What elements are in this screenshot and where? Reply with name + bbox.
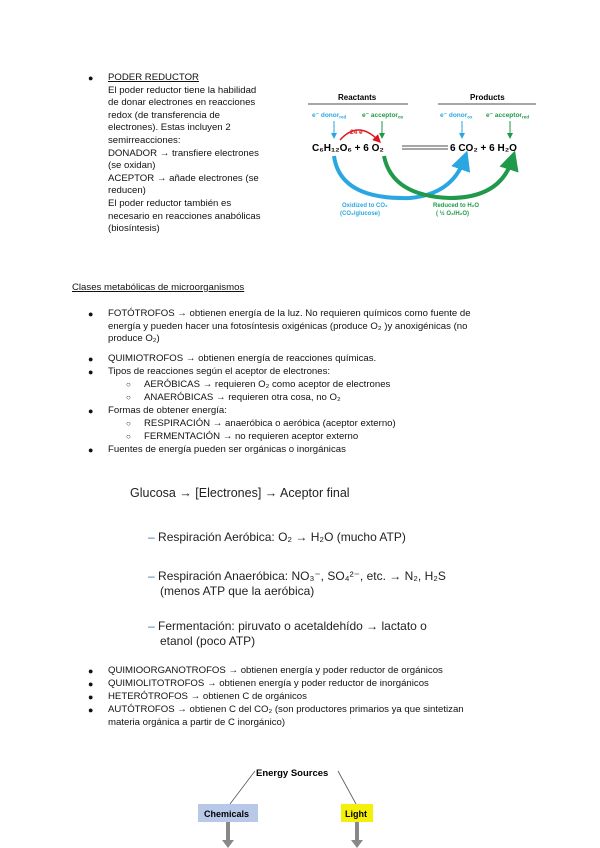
quimiolitotrofos-item: QUIMIOLITOTROFOS → obtienen energía y poder reductor de inorgánicos <box>108 678 429 689</box>
heterotrofos-item: HETERÓTROFOS → obtienen C de orgánicos <box>108 691 307 702</box>
slide-dash: – <box>148 619 155 633</box>
poder-line: El poder reductor también es <box>108 197 232 209</box>
oxidation-arrow <box>334 156 464 198</box>
reduction-arrow <box>384 156 512 198</box>
equation-left: C₆H₁₂O₆ + 6 O₂ <box>312 143 384 154</box>
poder-line: reducen) <box>108 185 146 197</box>
light-arrow-shaft <box>355 822 359 842</box>
branch-line-left <box>230 771 255 804</box>
reduced-sub-label: ( ½ O₂/H₂O) <box>436 211 469 217</box>
slide-glucosa-line: Glucosa → [Electrones] → Aceptor final <box>130 486 350 500</box>
bullet-dot: ● <box>88 309 94 319</box>
fermentacion-item: FERMENTACIÓN → no requieren aceptor externo <box>144 431 359 442</box>
oxidized-label: Oxidized to CO₂ <box>342 203 388 209</box>
poder-line: electrones). Estas incluyen 2 <box>108 122 231 134</box>
slide-dash: – <box>148 530 155 544</box>
fototrofos-line: energía y pueden hacer una fotosíntesis oxigénicas (produce O₂ )y anoxigénicas (no <box>108 320 468 332</box>
autotrofos-line: AUTÓTROFOS → obtienen C del CO₂ (son productores primarios ya que sintetizan <box>108 704 464 715</box>
fototrofos-item <box>108 308 538 346</box>
quimioorganotrofos-item: QUIMIOORGANOTROFOS → obtienen energía y poder reductor de orgánicos <box>108 665 443 676</box>
bullet-dot: ● <box>88 406 94 416</box>
poder-line: semirreacciones: <box>108 134 181 146</box>
chemicals-label: Chemicals <box>204 809 250 819</box>
reactants-label: Reactants <box>338 93 377 102</box>
aerobicas-item: AERÓBICAS → requieren O₂ como aceptor de electrones <box>144 379 391 390</box>
autotrofos-line: materia orgánica a partir de C inorgánico) <box>108 716 286 728</box>
anaerobicas-item: ANAERÓBICAS → requieren otra cosa, no O₂ <box>144 392 341 403</box>
light-label: Light <box>345 809 367 819</box>
formas-item: Formas de obtener energía: <box>108 405 227 416</box>
light-arrow-head <box>351 840 363 848</box>
slide-anaerobica-text2: (menos ATP que la aeróbica) <box>160 584 315 598</box>
poder-reductor-block <box>108 72 298 236</box>
circle-bullet: ○ <box>126 393 131 402</box>
slide-fermentacion-text2: etanol (poco ATP) <box>160 634 256 648</box>
slide-dash: – <box>148 569 155 583</box>
poder-line: necesario en reacciones anabólicas <box>108 210 261 222</box>
bullet-dot: ● <box>88 73 94 83</box>
chemicals-arrow-shaft <box>226 822 230 842</box>
bullet-dot: ● <box>88 445 94 455</box>
quimiotrofos-item: QUIMIOTROFOS → obtienen energía de reacciones químicas. <box>108 353 377 364</box>
slide-item-anaerobica <box>148 569 446 599</box>
circle-bullet: ○ <box>126 380 131 389</box>
redox-diagram <box>300 88 540 228</box>
equation-right: 6 CO₂ + 6 H₂O <box>450 143 517 154</box>
energy-sources-title: Energy Sources <box>256 768 329 779</box>
products-label: Products <box>470 93 505 102</box>
poder-line: (biosíntesis) <box>108 223 160 235</box>
circle-bullet: ○ <box>126 419 131 428</box>
slide-anaerobica-text: Respiración Anaeróbica: NO₃⁻, SO₄²⁻, etc. → N₂, H₂S <box>158 569 446 583</box>
poder-line: redox (de transferencia de <box>108 109 220 121</box>
circle-bullet: ○ <box>126 432 131 441</box>
poder-line: El poder reductor tiene la habilidad <box>108 84 257 96</box>
chemicals-arrow-head <box>222 840 234 848</box>
slide-fermentacion-text: Fermentación: piruvato o acetaldehído → lactato o <box>158 619 427 633</box>
poder-line: (se oxidan) <box>108 160 156 172</box>
bullet-dot: ● <box>88 354 94 364</box>
clases-title: Clases metabólicas de microorganismos <box>72 282 245 293</box>
poder-line: ACEPTOR → añade electrones (se <box>108 172 259 184</box>
donor-red-label: e⁻ donor$_{red}$ <box>312 112 347 120</box>
oxidized-sub-label: (CO₂/glucose) <box>340 211 381 217</box>
energy-sources-diagram <box>180 758 420 848</box>
branch-line-right <box>338 771 356 804</box>
fototrofos-line: produce O₂) <box>108 333 160 345</box>
bullet-dot: ● <box>88 666 94 676</box>
bullet-dot: ● <box>88 705 94 715</box>
electrons-label: 24 e⁻ <box>350 129 367 136</box>
slide-item-fermentacion <box>148 619 427 649</box>
bullet-dot: ● <box>88 692 94 702</box>
donor-ox-label: e⁻ donor$_{ox}$ <box>440 112 473 120</box>
reduced-label: Reduced to H₂O <box>433 203 480 209</box>
acceptor-ox-label: e⁻ acceptor$_{ox}$ <box>362 112 404 120</box>
slide-aerobica-text: Respiración Aeróbica: O₂ → H₂O (mucho ATP) <box>158 530 406 544</box>
respiracion-item: RESPIRACIÓN → anaeróbica o aeróbica (aceptor externo) <box>144 418 396 429</box>
poder-line: DONADOR → transfiere electrones <box>108 147 259 159</box>
poder-line: de donar electrones en reacciones <box>108 97 256 109</box>
autotrofos-item <box>108 704 538 729</box>
fuentes-item: Fuentes de energía pueden ser orgánicas o inorgánicas <box>108 444 346 455</box>
slide-item-aerobica <box>148 530 406 544</box>
fototrofos-line: FOTÓTROFOS → obtienen energía de la luz. No requieren químicos como fuente de <box>108 308 471 319</box>
tipos-item: Tipos de reacciones según el aceptor de electrones: <box>108 366 331 377</box>
bullet-dot: ● <box>88 679 94 689</box>
poder-reductor-heading: PODER REDUCTOR <box>108 72 199 83</box>
bullet-dot: ● <box>88 367 94 377</box>
acceptor-red-label: e⁻ acceptor$_{red}$ <box>486 112 529 120</box>
